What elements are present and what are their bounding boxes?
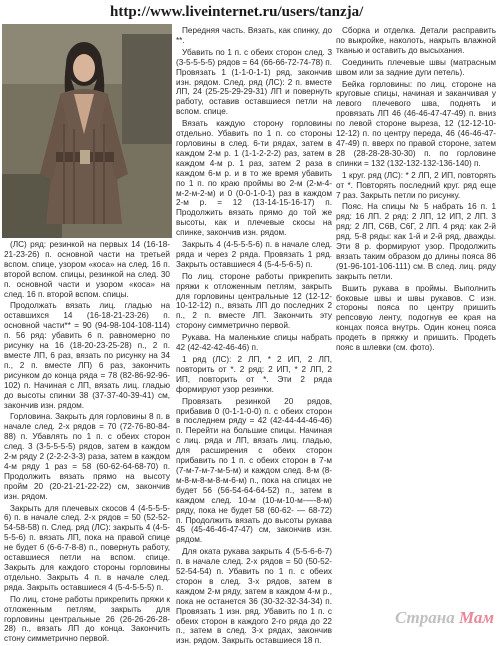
- paragraph: Сборка и отделка. Детали расправить по выкройке, наколоть, накрыть влажной тканью и оставить до высыхания.: [336, 26, 496, 55]
- paragraph: Продолжать вязать лиц. гладью на оставшихся 14 (16-18-21-23-26) п. основной части** = 90 (94-98-104-108-114) п. 56 ряд: убавить 6 п. равномерно по рисунку на 16 (18-20-23-25-28) п., 2 п. вместе ЛП, 6 раз, вязать по рисунку на 34 п., 2 п. вместе ЛП) 6 раз, закончить рисунком до конца ряда = 78 (82-86-92-96-102) п. Начиная с ЛП, вязать лиц. гладью до высоты спинки 38 (37-37-40-39-41) см, закончив изн. рядом.: [4, 301, 170, 410]
- paragraph: 1 ряд (ЛС): 2 ЛП, * 2 ИП, 2 ЛП, повторить от *. 2 ряд: 2 ИП, * 2 ЛП, 2 ИП, повторить от *. Эти 2 ряда формируют узор резинки.: [176, 355, 332, 394]
- paragraph: Бейка горловины: по лиц. стороне на круговые спицы, начиная и заканчивая у левого плечевого шва, поднять и провязать ЛП 46 (46-46-47-47-49) п. вниз по левой стороне выреза, 12 (12-12-10-12-12) п. по центру переда, 46 (46-46-47-47-49) п. вверх по правой стороне, затем 28 (28-28-28-30-30) п. по горловине спинки = 132 (132-132-132-136-140) п.: [336, 79, 496, 168]
- paragraph: Рукава. На маленькие спицы набрать 42 (42-42-42-46-46) п.: [176, 333, 332, 353]
- paragraph: Провязать резинкой 20 рядов, прибавив 0 (0-1-1-0-0) п. с обеих сторон в последнем ряду = 42 (42-44-44-46-46) п. Перейти на большие спицы. Начиная с лиц. ряда и ЛП, вязать лиц. гладью, для расширения с обеих сторон прибавить по 1 п. с обеих сторон в 7-м (7-м-7-м-7-м-5-м) и каждом след. 8-м (8-м-8-м-8-м-8-м-6-м) п., пока на спицах не будет 56 (56-54-64-64-52) п., затем в каждом след. 10-м (10-м-10-м-—-8-м) ряду, пока не будет 58 (60-62- — 68-72) п. Продолжить вязать до высоты рукава 45 (45-46-46-47-47) см, закончив изн. рядом.: [176, 396, 332, 545]
- paragraph: Закрыть для плечевых скосов 4 (4-5-5-5-6) п. в начале след. 2-х рядов = 50 (52-52-54-58-58) п. След. ряд (ЛС): закрыть 4 (4-5-5-5-6) п. вязать ЛП, пока на правой спице не будет 6 (6-6-7-8-8) п., повернуть работу, оставшиеся петли на вспом. спице. Закрыть для каждого стороны горловины отдельно. Закрыть 4 п. в начале след. ряда. Закрыть оставшиеся 4 (5-4-5-5-5) п.: [4, 503, 170, 592]
- watermark-prefix: Страна: [394, 608, 459, 627]
- paragraph: По лиц. стороне работы прикрепить пряжи к отложенным петлям, закрыть для горловины центральные 12 (12-12-10-12-12) п., вязать ЛП до последних 2 п., 2 п. вместе ЛП. Закончить эту сторону симметрично первой.: [176, 271, 332, 331]
- page-url[interactable]: http://www.liveinternet.ru/users/tanzja/: [110, 4, 364, 20]
- sweater-photo-image: [2, 24, 172, 238]
- paragraph: Для оката рукава закрыть 4 (5-5-6-6-7) п. в начале след. 2-х рядов = 50 (50-52-52-54-54) п. Убавить по 1 п. с обеих сторон в след. 3-х рядов, затем в каждом 2-м ряду, затем в каждом 4-м р., пока не останется 36 (30-32-32-34-34) п. Провязать 1 изн. ряд. Убавить по 1 п. с обеих сторон в каждого 2-го ряда до 22 п., затем в след. 3-х рядах, закончив изн. рядом. Закрыть оставшиеся 18 п.: [176, 547, 332, 646]
- paragraph: 1 круг. ряд (ЛС): * 2 ЛП, 2 ИП, повторять от *. Повторять последний круг. ряд еще 7 раз. Закрыть петли по рисунку.: [336, 170, 496, 200]
- paragraph: Закрыть 4 (4-5-5-5-6) п. в начале след. ряда и через 2 ряда. Провязать 1 ряд. Закрыть оставшиеся 4 (5-4-5-6-5) п.: [176, 240, 332, 269]
- paragraph: Соединить плечевые швы (матрасным швом или за задние дуги петель).: [336, 57, 496, 77]
- watermark-accent: Мам: [458, 608, 494, 627]
- paragraph: Горловина. Закрыть для горловины 8 п. в начале след. 2-х рядов = 70 (72-76-80-84-88) п. Убавлять по 1 п. с обеих сторон след. 3 (3-5-5-5-5) рядов, затем в каждом 2-м ряду 2 (2-2-2-3-3) раза, затем в каждом 4-м ряду 1 раз = 58 (60-62-64-68-70) п. Продолжить вязать прямо на высоту пройм 20 (20-21-21-22-22) см, закончив изн. рядом.: [4, 412, 170, 501]
- text-column-left: [4, 240, 170, 644]
- paragraph: Передняя часть. Вязать, как спинку, до **.: [176, 26, 332, 45]
- paragraph: По лиц. стоне работы прикрепить пряжи к отложенным петлям, закрыть для горловины центральные 26 (26-26-26-28-28) п., вязать ЛП до конца. Закончить стону симметрично первой.: [4, 594, 170, 644]
- model-photo: [2, 24, 172, 238]
- paragraph: Пояс. На спицы № 5 набрать 16 п. 1 ряд: 16 ЛП. 2 ряд: 2 ЛП, 12 ИП, 2 ЛП. 3 ряд: 2 ЛП, С6В, С6Г, 2 ЛП. 4 ряд: как 2-й ряд. 5-8 ряды: как 1-й и 2-й ряд, дважды. Эти 8 р. формируют узор. Продолжить вязать таким образом до длины пояса 86 (91-96-101-106-111) см. В след. лиц. ряду закрыть петли.: [336, 202, 496, 281]
- site-watermark: [344, 608, 494, 634]
- paragraph: Вязать каждую сторону горловины отдельно. Убавить по 1 п. со стороны горловины в след. 6-ти рядах, затем в каждом 2-м р. 1 (1-1-2-2-2) раз, затем в каждом 4-м р. 1 раз, затем 2 раза в каждом 6-м р. и в то же время убавить по 1 п. по краю проймы во 2-м (2-м-4-м-2-м-2-м) и 0 (0-0-1-0-1) раз в каждом 2-м р. = 12 (13-14-15-16-17) п. Продолжить вязать прямо до той же высоты, как и плечевые скосы на спинке, закончив изн. рядом.: [176, 119, 332, 238]
- text-column-middle: [176, 26, 332, 646]
- paragraph: (ЛС) ряд: резинкой на первых 14 (16-18-21-23-26) п. основной части на третьей вспом. спице, узором «коса» на след. 16 п. второй вспом. спицы, резинкой на след. 30 п. основной части и узором «коса» на след. 16 п. второй вспом. спицы.: [4, 240, 170, 299]
- paragraph: Убавить по 1 п. с обеих сторон след. 3 (3-5-5-5-5) рядов = 64 (66-66-72-74-78) п. Провязать 1 (1-1-0-1-1) ряд, закончив изн. рядом. След. ряд (ЛС): 2 п. вместе ЛП, 24 (25-25-29-29-31) ЛП и повернуть работу, оставив оставшиеся петли на вспом. спице.: [176, 47, 332, 117]
- paragraph: Вшить рукава в проймы. Выполнить боковые швы и швы рукавов. С изн. стороны пояса по центру пришить репсовую ленту, подогнув ее края на концах пояса внутрь. Один конец пояса продеть в пряжку и пришить. Продеть пояс в шлевки (см. фото).: [336, 283, 496, 353]
- text-column-right: [336, 26, 496, 546]
